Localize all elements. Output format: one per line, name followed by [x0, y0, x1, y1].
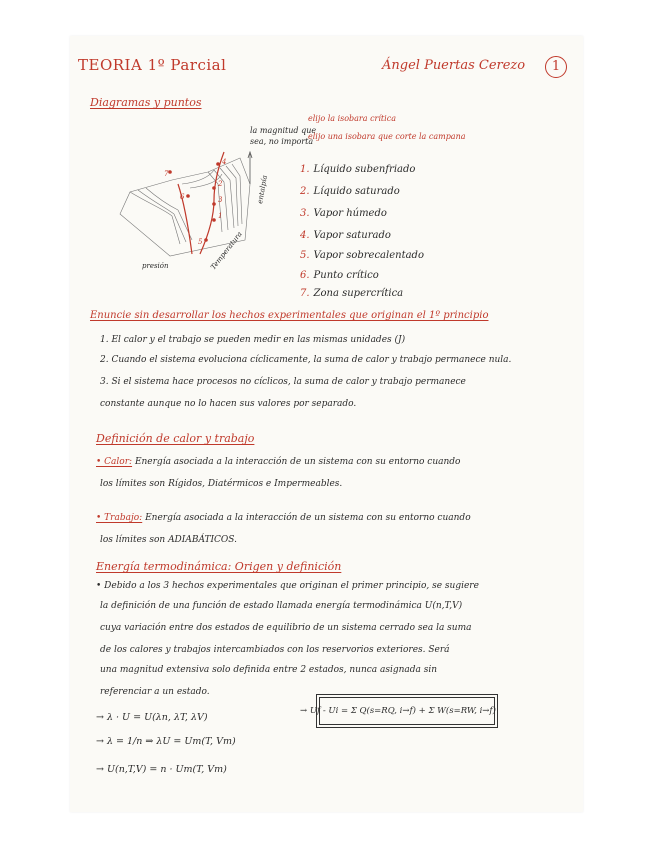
point-2-label: 2 — [218, 180, 223, 188]
list-item-6: 6. Punto crítico — [300, 270, 379, 281]
section-calor-trabajo-title: Definición de calor y trabajo — [96, 432, 255, 445]
list-item-3: 3. Vapor húmedo — [300, 208, 387, 219]
axis-presion-label: presión — [142, 262, 169, 270]
point-7-label: 7 — [164, 170, 169, 178]
hechos-line-1: 1. El calor y el trabajo se pueden medir en las mismas unidades (J) — [100, 335, 406, 345]
page-title: TEORIA 1º Parcial — [78, 56, 227, 74]
axis-temperatura-label: Temperatura — [209, 230, 244, 272]
hechos-line-2: 2. Cuando el sistema evoluciona cíclicamente, la suma de calor y trabajo permanece nula. — [100, 355, 512, 365]
point-3-label: 3 — [218, 196, 223, 204]
notebook-page — [70, 36, 583, 812]
energia-line-2: la definición de una función de estado llamada energía termodinámica U(n,T,V) — [100, 601, 463, 611]
note-isobara-critica: elijo la isobara crítica — [308, 114, 396, 123]
calor-line-2: los límites son Rígidos, Diatérmicos e Impermeables. — [100, 479, 343, 489]
author-name: Ángel Puertas Cerezo — [382, 58, 526, 73]
point-1-label: 1 — [218, 212, 223, 220]
boxed-equation-text: → Uf - Ui = Σ Q(s=RQ, i→f) + Σ W(s=RW, i→f) — [300, 706, 496, 716]
note-magnitud-1: la magnitud que — [250, 126, 317, 135]
section-enuncie-title: Enuncie sin desarrollar los hechos experimentales que originan el 1º principio — [90, 310, 489, 321]
calor-line-1: • Calor: Energía asociada a la interacción de un sistema con su entorno cuando — [96, 457, 461, 467]
list-item-1: 1. Líquido subenfriado — [300, 164, 416, 175]
hechos-line-4: constante aunque no lo hacen sus valores por separado. — [100, 399, 357, 409]
list-item-4: 4. Vapor saturado — [300, 230, 391, 241]
note-isobara-campana: elijo una isobara que corte la campana — [308, 132, 466, 141]
trabajo-line-2: los límites son ADIABÁTICOS. — [100, 535, 237, 545]
energia-line-3: cuya variación entre dos estados de equilibrio de un sistema cerrado sea la suma — [100, 623, 472, 633]
energia-line-6: referenciar a un estado. — [100, 687, 210, 697]
energia-line-1: • Debido a los 3 hechos experimentales que originan el primer principio, se sugiere — [96, 581, 479, 591]
page-number-badge: 1 — [545, 56, 567, 78]
point-5-label: 5 — [198, 238, 203, 246]
equation-2: → λ = 1/n ⇒ λU = Um(T, Vm) — [96, 736, 236, 747]
energia-line-5: una magnitud extensiva solo definida entre 2 estados, nunca asignada sin — [100, 665, 438, 675]
section-diagramas-title: Diagramas y puntos — [90, 96, 202, 109]
list-item-7: 7. Zona supercrítica — [300, 288, 404, 299]
note-magnitud-2: sea, no importa — [250, 137, 314, 146]
equation-1: → λ · U = U(λn, λT, λV) — [96, 712, 208, 723]
point-6-label: 6 — [180, 193, 185, 201]
axis-entalpia-label: entalpía — [256, 174, 269, 205]
section-energia-title: Energía termodinámica: Origen y definición — [96, 560, 342, 573]
hechos-line-3: 3. Si el sistema hace procesos no cíclicos, la suma de calor y trabajo permanece — [100, 377, 466, 387]
point-4-label: 4 — [222, 158, 227, 166]
pvt-surface-diagram — [110, 144, 270, 272]
list-item-5: 5. Vapor sobrecalentado — [300, 250, 424, 261]
trabajo-line-1: • Trabajo: Energía asociada a la interacción de un sistema con su entorno cuando — [96, 513, 471, 523]
equation-3: → U(n,T,V) = n · Um(T, Vm) — [96, 764, 227, 775]
energia-line-4: de los calores y trabajos intercambiados con los reservorios exteriores. Será — [100, 645, 450, 655]
list-item-2: 2. Líquido saturado — [300, 186, 400, 197]
